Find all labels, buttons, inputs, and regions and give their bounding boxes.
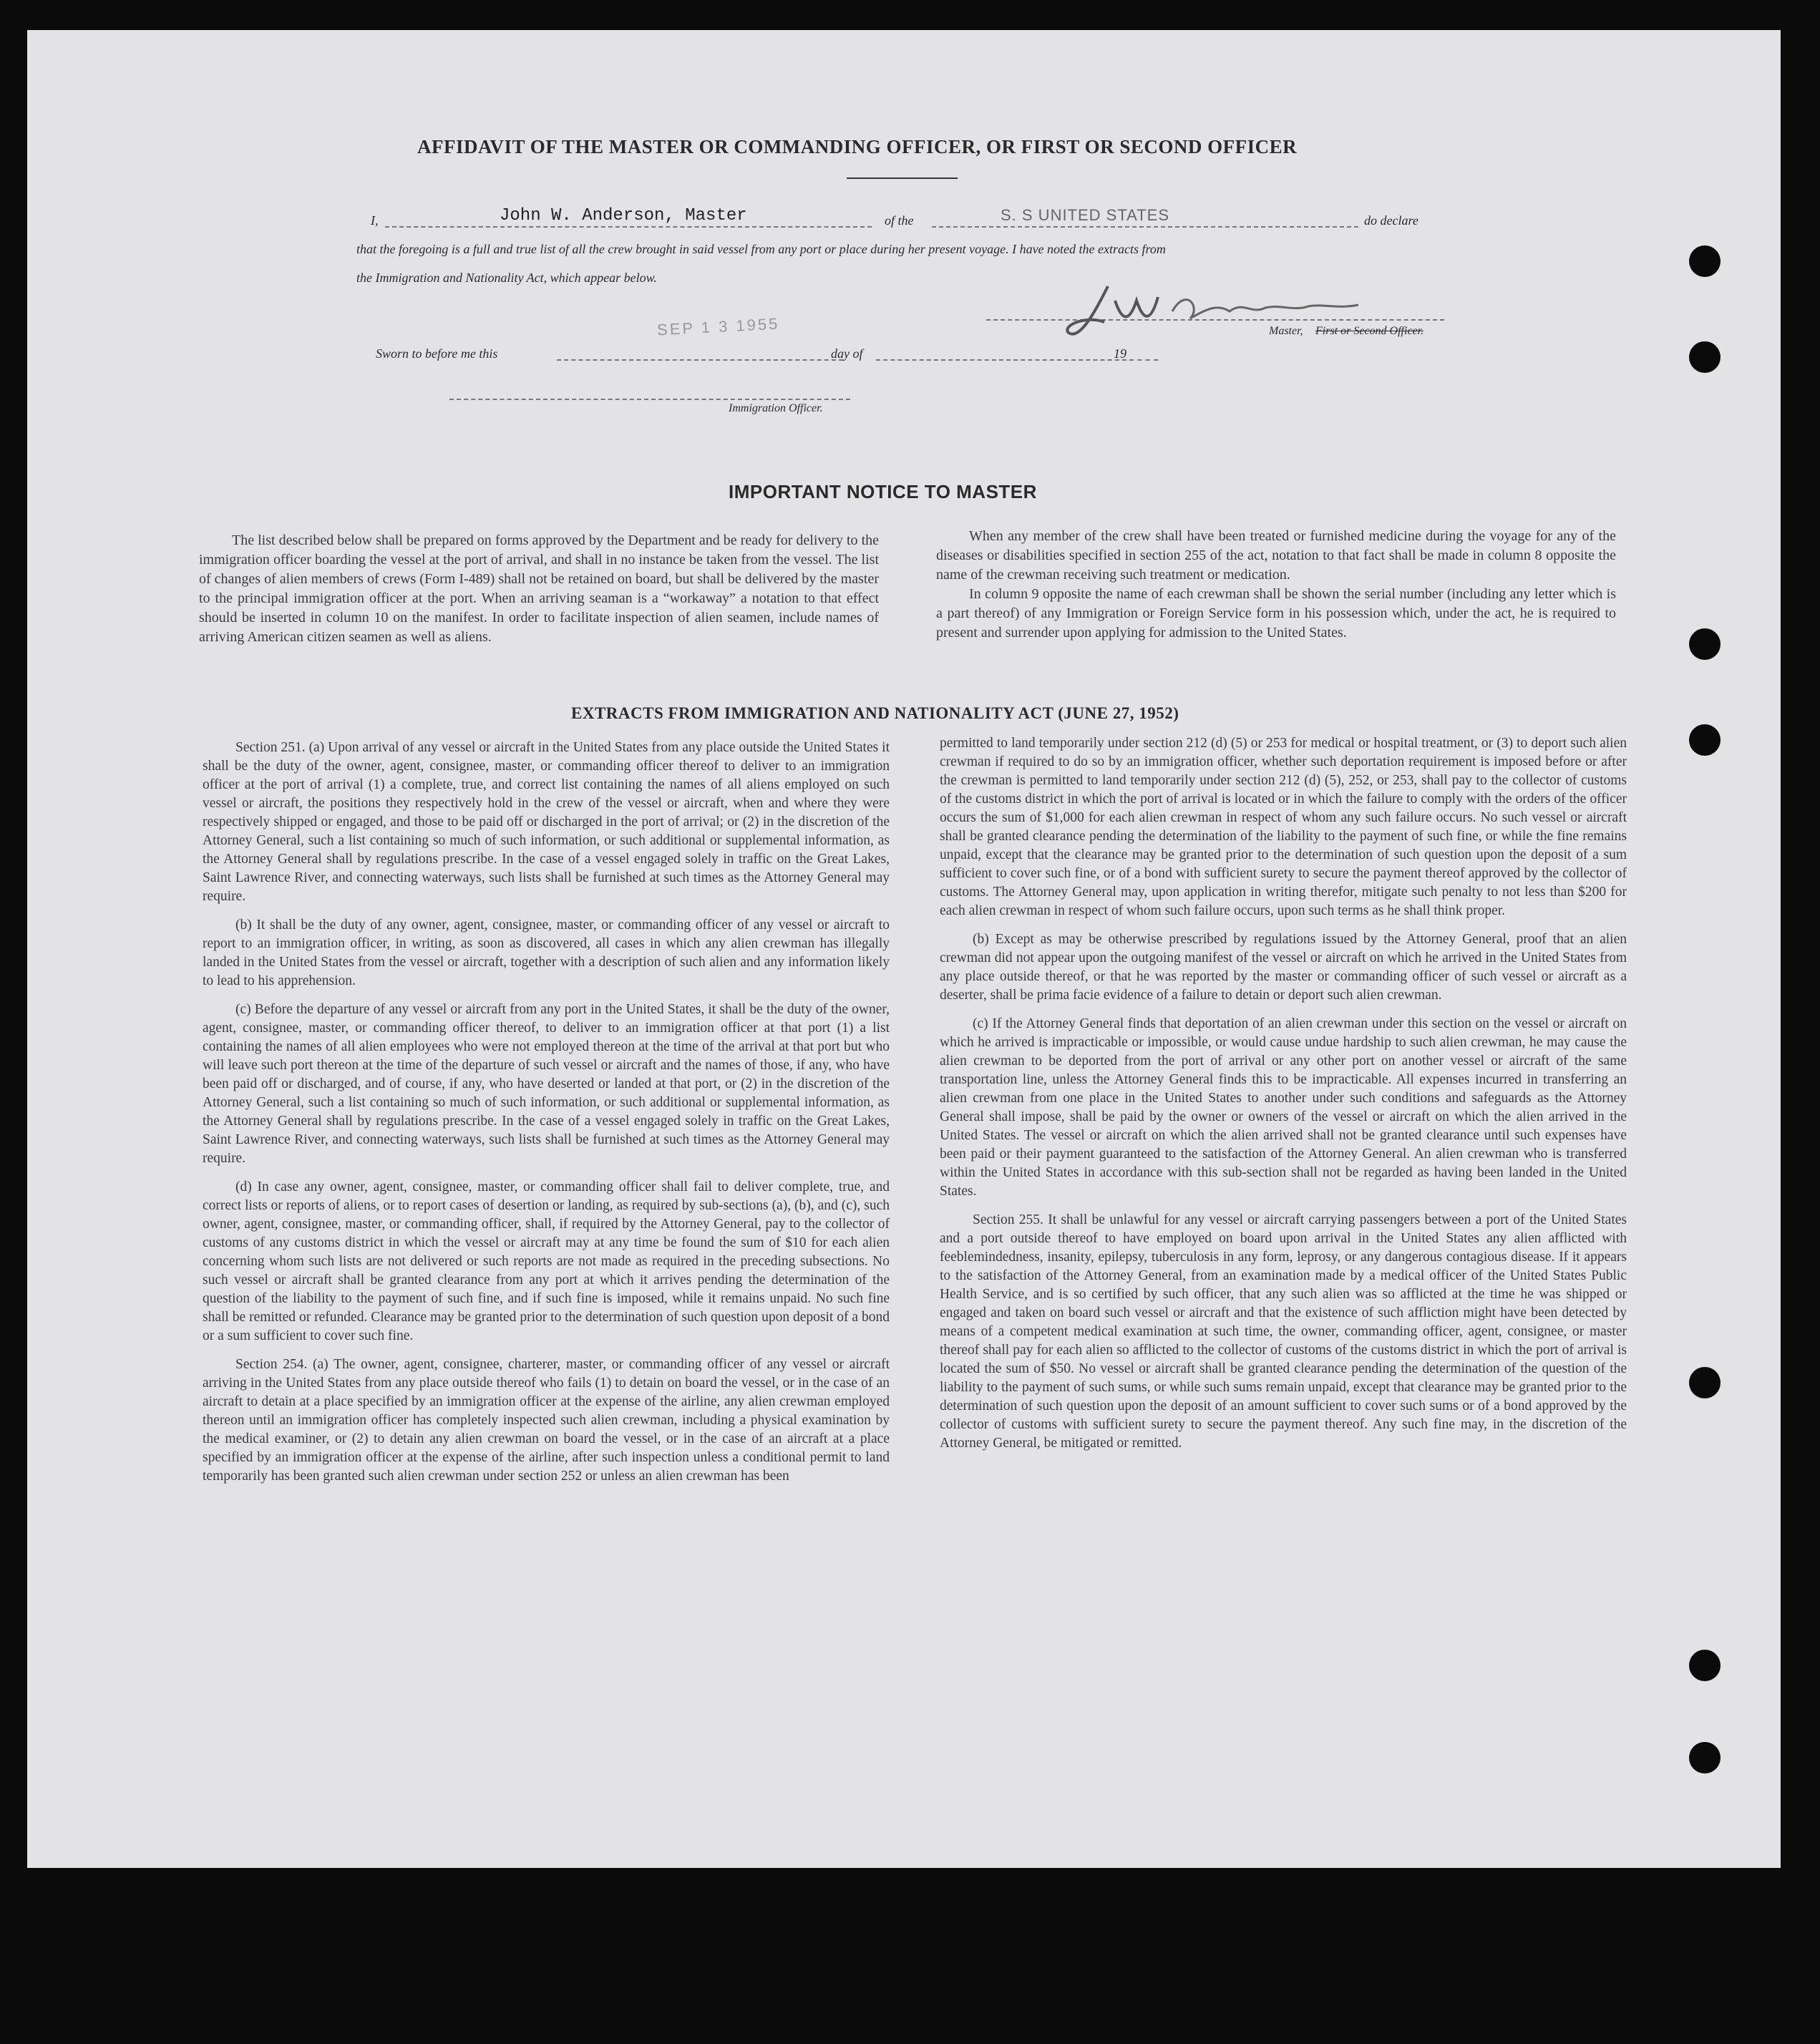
vessel-name-typed: S. S UNITED STATES [1001, 206, 1169, 224]
affidavit-prefix: I, [371, 213, 379, 228]
master-name-typed: John W. Anderson, Master [500, 206, 747, 225]
year-label: 19 [1114, 346, 1126, 361]
extracts-right-column [940, 734, 1627, 1463]
section-251a: Section 251. (a) Upon arrival of any vessel or aircraft in the United States from any place outside the United States it shall be the duty of the owner, agent, consignee, master, or commanding officer thereof to deliver to an immigration officer at the port of arrival (1) a complete, true, and correct list containing the names of all aliens employed on such vessel or aircraft, the positions they respectively hold in the crew of the vessel or aircraft, when and where they were respectively shipped or engaged, and those to be paid off or discharged in the port of arrival; or (2) in the discretion of the Attorney General, such a list containing so much of such information, or such additional or supplemental information, as the Attorney General shall by regulations prescribe. In the case of a vessel engaged solely in traffic on the Great Lakes, Saint Lawrence River, and connecting waterways, such lists shall be furnished at such times as the Attorney General may require. [203, 740, 890, 904]
document-page [27, 30, 1781, 1868]
extracts-left-column [203, 739, 890, 1496]
section-254a: Section 254. (a) The owner, agent, consignee, charterer, master, or commanding officer of any vessel or aircraft arriving in the United States from any place outside thereof who fails (1) to detain on board the vessel, or in the case of an aircraft to detain at a place specified by an immigration officer at the expense of the airline, any alien crewman employed thereon until an immigration officer has completely inspected such alien crewman, including a physical examination by the medical examiner, or (2) to detain any alien crewman on board the vessel, or in the case of an aircraft at a place specified by an immigration officer at the expense of the airline, after such inspection unless a conditional permit to land temporarily has been granted such alien crewman under section 252 or unless an alien crewman has been [203, 1357, 890, 1484]
section-254b: (b) Except as may be otherwise prescribed by regulations issued by the Attorney General, proof that an alien crewman did not appear upon the outgoing manifest of the vessel or aircraft on which he arrived in the United States from any place outside thereof, or that he was reported by the master or commanding officer of such vessel or aircraft as a deserter, shall be prima facie evidence of a failure to detain or deport such alien crewman. [940, 932, 1627, 1003]
title-underline [847, 177, 958, 179]
sworn-day-line [557, 359, 843, 361]
affidavit-statement-line3: the Immigration and Nationality Act, which appear below. [356, 271, 657, 285]
notice-left-paragraph: The list described below shall be prepared on forms approved by the Department and be ready for delivery to the immigration officer boarding the vessel at the port of arrival, and shall in no instance be taken from the vessel. The list of changes of alien members of crews (Form I-489) shall not be retained on board, but shall be delivered by the master to the principal immigration officer at the port. When an arriving seaman is a “workaway” a notation to that effect should be inserted in column 10 on the manifest. In order to facilitate inspection of alien seamen, include names of arriving American citizen seamen as well as aliens. [199, 532, 879, 645]
binder-hole [1689, 724, 1721, 756]
extracts-title: EXTRACTS FROM IMMIGRATION AND NATIONALITY ACT (JUNE 27, 1952) [571, 704, 1179, 722]
notice-left-column [199, 531, 879, 647]
date-stamp: SEP 1 3 1955 [656, 314, 780, 339]
affidavit-statement-line2: that the foregoing is a full and true list of all the crew brought in said vessel from any port or place during her present voyage. I have noted the extracts from [356, 242, 1166, 256]
signature-caption-master: Master, [1269, 325, 1303, 337]
section-255: Section 255. It shall be unlawful for any vessel or aircraft carrying passengers between a port of the United States and a port outside thereof to have employed on board upon arrival in the United States any alien afflicted with feeblemindedness, insanity, epilepsy, tuberculosis in any form, leprosy, or any dangerous contagious disease. If it appears to the satisfaction of the Attorney General, from an examination made by a medical officer of the United States Public Health Service, and is so certified by such officer, that any such alien was so afflicted at the time he was shipped or engaged and taken on board such vessel or aircraft and that the existence of such affliction might have been detected by means of a competent medical examination at such time, the owner, commanding officer, agent, consignee, or master thereof shall pay for each alien so afflicted to the collector of customs of the customs district in which the port of arrival is located the sum of $50. No vessel or aircraft shall be granted clearance pending the determination of the question of the liability to the payment of such sums, or while such sums remain unpaid, except that clearance may be granted prior to the determination of such question upon the deposit of an amount sufficient to cover such sums or of a bond approved by the collector of customs with sufficient surety to secure the payment thereof. Any such fine may, in the discretion of the Attorney General, be mitigated or remitted. [940, 1212, 1627, 1451]
master-name-line [385, 226, 872, 228]
signature-caption-struck: First or Second Officer. [1315, 325, 1424, 337]
section-251b: (b) It shall be the duty of any owner, agent, consignee, master, or commanding officer of any vessel or aircraft to report to an immigration officer, in writing, as soon as discovered, all cases in which any alien crewman has illegally landed in the United States from the vessel or aircraft, together with a description of such alien and any information likely to lead to his apprehension. [203, 918, 890, 988]
of-the-label: of the [885, 213, 914, 228]
binder-hole [1689, 628, 1721, 660]
notice-title: IMPORTANT NOTICE TO MASTER [729, 481, 1037, 502]
notice-right-paragraph-1: When any member of the crew shall have been treated or furnished medicine during the voyage for any of the diseases or disabilities specified in section 255 of the act, notation to that fact shall be made in column 8 opposite the name of the crewman receiving such treatment or medication. [936, 528, 1616, 583]
binder-hole [1689, 1742, 1721, 1773]
sworn-year-line [1129, 359, 1158, 361]
do-declare-label: do declare [1364, 213, 1418, 228]
sworn-label: Sworn to before me this [376, 346, 498, 361]
section-254c: (c) If the Attorney General finds that deportation of an alien crewman under this section on the vessel or aircraft on which he arrived is impracticable or impossible, or would cause undue hardship to such alien crewman, he may cause the alien crewman to be deported from the port of arrival or any other port on another vessel or aircraft of the same transportation line, unless the Attorney General finds this to be impracticable. All expenses incurred in transferring an alien crewman from one place in the United States to another under such conditions and safeguards as the Attorney General shall impose, shall be paid by the owner or owners of the vessel or aircraft on which the alien arrived in the United States. The vessel or aircraft on which the alien arrived shall not be granted clearance until such expenses have been paid or their payment guaranteed to the satisfaction of the Attorney General. An alien crewman who is transferred within the United States in accordance with this sub-section shall not be regarded as having been landed in the United States. [940, 1016, 1627, 1199]
notice-right-paragraph-2: In column 9 opposite the name of each crewman shall be shown the serial number (including any letter which is a part thereof) of any Immigration or Foreign Service form in his possession which, under the act, he is required to present and surrender upon applying for admission to the United States. [936, 586, 1616, 641]
section-251d: (d) In case any owner, agent, consignee, master, or commanding officer shall fail to deliver complete, true, and correct lists or reports of aliens, or to report cases of desertion or landing, as required by sub-sections (a), (b), and (c), such owner, agent, consignee, master, or commanding officer, shall, if required by the Attorney General, pay to the collector of customs of any customs district in which the vessel or aircraft may at any time be found the sum of $10 for each alien concerning whom such lists are not delivered or such reports are not made as required in the preceding subsections. No such vessel or aircraft shall be granted clearance from any port at which it arrives pending the determination of the question of the liability to the payment of such fine, and if such fine is imposed, while it remains unpaid. No such fine shall be remitted or refunded. Clearance may be granted prior to the determination of such question upon deposit of a bond or a sum sufficient to cover such fine. [203, 1179, 890, 1343]
binder-hole [1689, 1650, 1721, 1681]
vessel-line [932, 226, 1358, 228]
binder-hole [1689, 245, 1721, 277]
notice-right-column [936, 527, 1616, 643]
immigration-officer-caption: Immigration Officer. [729, 402, 823, 414]
master-signature [1065, 272, 1366, 351]
day-of-label: day of [831, 346, 863, 361]
section-254a-continued: permitted to land temporarily under section 212 (d) (5) or 253 for medical or hospital treatment, or (3) to deport such alien crewman if required to do so by an immigration officer, whether such deportation requirement is imposed before or after the crewman is permitted to land temporarily under section 212 (d) (5), 252, or 253, shall pay to the collector of customs of the customs district in which the port of arrival is located or in which the failure to comply with the orders of the officer occurs the sum of $1,000 for each alien crewman in respect of whom any such failure occurs. No such vessel or aircraft shall be granted clearance pending the determination of the liability to the payment of such fine, or while the fine remains unpaid, except that the clearance may be granted prior to the determination of such question upon the deposit of a sum sufficient to cover such fine, or of a bond with sufficient surety to secure the payment thereof approved by the collector of customs. The Attorney General may, upon application in writing therefor, mitigate such penalty to not less than $200 for each alien crewman in respect of whom such failure occurs, upon such terms as he shall think proper. [940, 736, 1627, 918]
section-251c: (c) Before the departure of any vessel or aircraft from any port in the United States, it shall be the duty of the owner, agent, consignee, master, or commanding officer thereof, to deliver to an immigration officer at that port (1) a list containing the names of all alien employees who were not employed thereon at the time of the arrival at that port but who will leave such port thereon at the time of the departure of such vessel or aircraft and the names of those, if any, who have been paid off or discharged, and of course, if any, who have deserted or landed at that port, or (2) in the discretion of the Attorney General, such a list containing so much of such information, or such additional or supplemental information, as the Attorney General shall by regulations prescribe. In the case of a vessel engaged solely in traffic on the Great Lakes, Saint Lawrence River, and connecting waterways, such lists shall be furnished at such times as the Attorney General may require. [203, 1002, 890, 1166]
binder-hole [1689, 1367, 1721, 1398]
sworn-month-line [876, 359, 1134, 361]
affidavit-title: AFFIDAVIT OF THE MASTER OR COMMANDING OFFICER, OR FIRST OR SECOND OFFICER [417, 136, 1298, 157]
immigration-officer-line [449, 399, 850, 400]
binder-hole [1689, 341, 1721, 373]
